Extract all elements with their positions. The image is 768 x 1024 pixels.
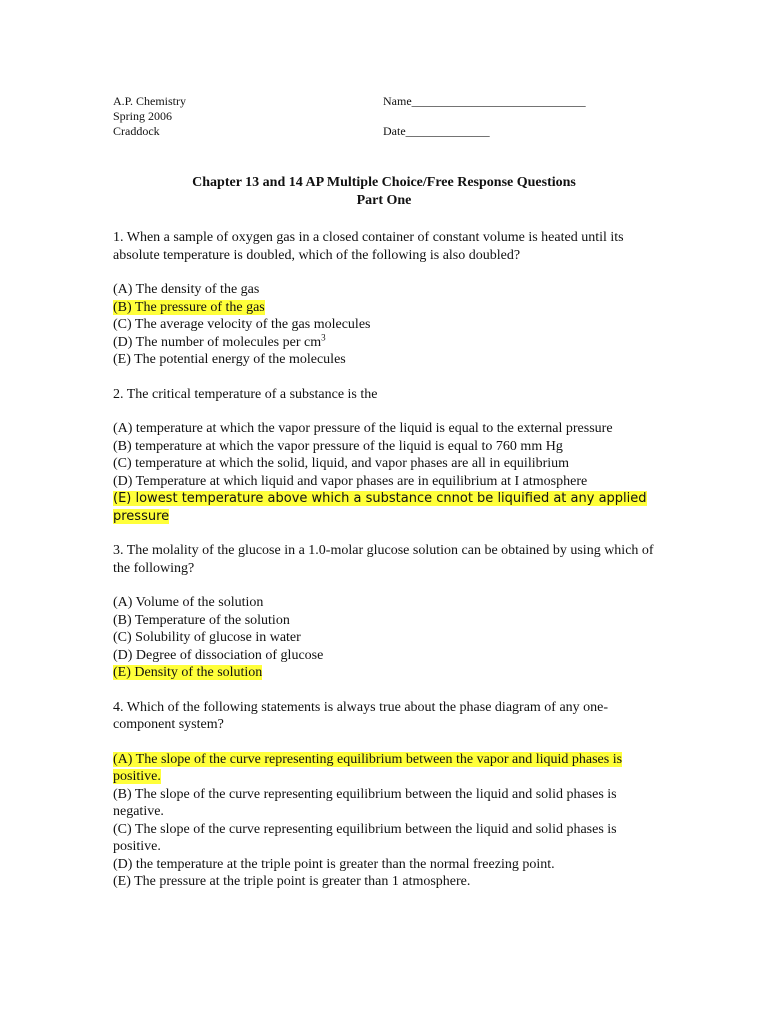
question-1-stem: 1. When a sample of oxygen gas in a closed container of constant volume is heated until its absolute temperature is doubled, which of the following is also doubled?	[113, 230, 624, 263]
q2-option-e	[113, 490, 663, 525]
q1-option-b-highlight: (B) The pressure of the gas	[113, 299, 265, 315]
question-4-options	[113, 751, 663, 891]
q3-option-e	[113, 664, 663, 682]
q2-option-c: (C) temperature at which the solid, liquid, and vapor phases are all in equilibrium	[113, 456, 570, 471]
q4-option-a	[113, 751, 663, 786]
q2-option-b: (B) temperature at which the vapor pressure of the liquid is equal to 760 mm Hg	[113, 438, 563, 454]
question-4-stem: 4. Which of the following statements is always true about the phase diagram of any one-component system?	[113, 699, 609, 732]
q3-option-a: (A) Volume of the solution	[113, 595, 264, 610]
question-1-options	[113, 281, 663, 369]
q2-option-a: (A) temperature at which the vapor pressure of the liquid is equal to the external pressure	[113, 421, 613, 436]
question-2-options	[113, 420, 663, 525]
q4-option-a-highlight: (A) The slope of the curve representing equilibrium between the vapor and liquid phases is positive.	[113, 751, 623, 784]
question-list	[113, 229, 663, 908]
title-line-2: Part One	[356, 193, 412, 208]
q3-option-c: (C) Solubility of glucose in water	[113, 630, 301, 645]
q1-option-d-text: (D) The number of molecules per cm	[113, 334, 322, 350]
date-field	[383, 124, 586, 139]
date-label: Date	[383, 124, 406, 138]
date-blank: ______________	[405, 124, 490, 138]
teacher-name: Craddock	[113, 124, 160, 138]
name-label: Name	[383, 94, 412, 108]
course-info	[113, 94, 186, 139]
q4-option-e: (E) The pressure at the triple point is greater than 1 atmosphere.	[113, 874, 471, 889]
q4-option-c: (C) The slope of the curve representing equilibrium between the liquid and solid phases is positive.	[113, 821, 617, 854]
q1-option-d	[113, 331, 663, 352]
q4-option-d: (D) the temperature at the triple point is greater than the normal freezing point.	[113, 856, 555, 872]
q1-option-e: (E) The potential energy of the molecules	[113, 352, 346, 367]
course-name: A.P. Chemistry	[113, 94, 187, 108]
title-line-1: Chapter 13 and 14 AP Multiple Choice/Free Response Questions	[192, 175, 576, 190]
q3-option-e-highlight: (E) Density of the solution	[113, 665, 263, 680]
q3-option-d: (D) Degree of dissociation of glucose	[113, 647, 324, 663]
q1-option-b	[113, 299, 663, 317]
term: Spring 2006	[113, 109, 173, 123]
question-3-stem: 3. The molality of the glucose in a 1.0-molar glucose solution can be obtained by using which of the following?	[113, 543, 654, 576]
q1-option-d-superscript: 3	[321, 331, 326, 342]
q1-option-a: (A) The density of the gas	[113, 282, 260, 297]
q1-option-c: (C) The average velocity of the gas molecules	[113, 317, 371, 332]
name-blank: _____________________________	[411, 94, 586, 108]
question-2-stem: 2. The critical temperature of a substance is the	[113, 386, 378, 402]
name-field	[383, 94, 586, 109]
q3-option-b: (B) Temperature of the solution	[113, 612, 290, 628]
document-title	[0, 174, 768, 210]
student-fields	[383, 94, 586, 139]
q4-option-b: (B) The slope of the curve representing equilibrium between the liquid and solid phases is negative.	[113, 786, 617, 819]
q2-option-d: (D) Temperature at which liquid and vapor phases are in equilibrium at I atmosphere	[113, 473, 588, 489]
q2-option-e-highlight: (E) lowest temperature above which a substance cnnot be liquified at any applied pressure	[113, 491, 647, 524]
question-3-options	[113, 594, 663, 682]
